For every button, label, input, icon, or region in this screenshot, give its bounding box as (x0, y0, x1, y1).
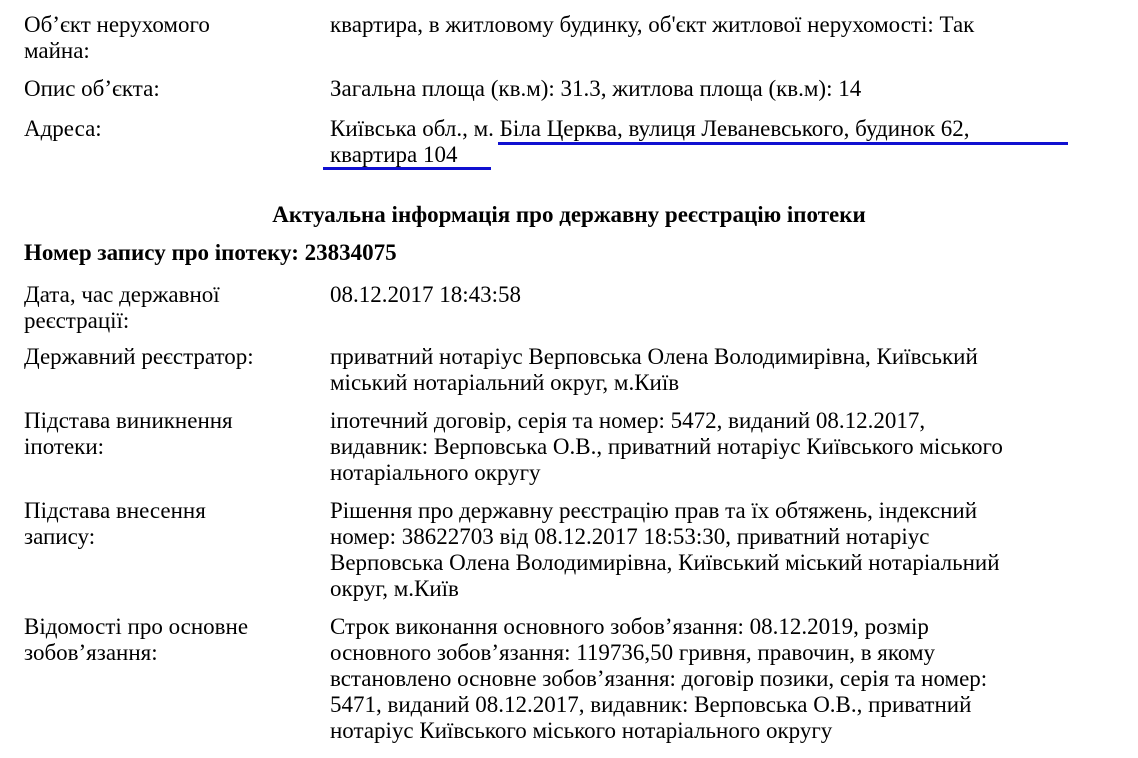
value-object-type (330, 12, 1120, 38)
label-basis-entry (24, 498, 309, 550)
label-registration-datetime (24, 282, 309, 334)
value-line: номер: 38622703 від 08.12.2017 18:53:30, приватний нотаріус (330, 524, 930, 549)
label-registrar (24, 344, 309, 370)
label-basis-origin (24, 408, 309, 460)
value-registrar (330, 344, 1120, 396)
value-line: Київська обл., м. Біла Церква, вулиця Леваневського, будинок 62, (330, 116, 970, 141)
value-line: Рішення про державну реєстрацію прав та їх обтяжень, індексний (330, 498, 978, 523)
value-line: іпотечний договір, серія та номер: 5472, виданий 08.12.2017, (330, 408, 926, 433)
value-line: основного зобов’язання: 119736,50 гривня, правочин, в якому (330, 640, 936, 665)
value-line: 08.12.2017 18:43:58 (330, 282, 522, 307)
label-line: Адреса: (24, 116, 102, 141)
label-line: Відомості про основне (24, 614, 249, 639)
value-line: нотаріального округу (330, 460, 541, 485)
value-basis-entry (330, 498, 1120, 602)
label-main-obligation (24, 614, 309, 666)
label-line: майна: (24, 38, 90, 63)
label-line: реєстрації: (24, 308, 130, 333)
label-line: Підстава виникнення (24, 408, 233, 433)
value-main-obligation (330, 614, 1120, 744)
label-line: Опис об’єкта: (24, 76, 160, 101)
label-line: запису: (24, 524, 96, 549)
record-number: Номер запису про іпотеку: 23834075 (24, 240, 397, 265)
label-line: Підстава внесення (24, 498, 206, 523)
value-line: видавник: Верповська О.В., приватний нотаріус Київського міського (330, 434, 1003, 459)
value-line: Верповська Олена Володимирівна, Київський міський нотаріальний (330, 550, 1000, 575)
value-line: приватний нотаріус Верповська Олена Володимирівна, Київський (330, 344, 978, 369)
value-line: міський нотаріальний округ, м.Київ (330, 370, 680, 395)
value-line: округ, м.Київ (330, 576, 459, 601)
label-object-description (24, 76, 309, 102)
label-line: Державний реєстратор: (24, 344, 254, 369)
label-address (24, 116, 309, 142)
value-object-description (330, 76, 1120, 102)
address-underline-1 (498, 142, 1068, 145)
value-basis-origin (330, 408, 1120, 486)
value-registration-datetime (330, 282, 1120, 308)
value-line: квартира 104 (330, 142, 458, 167)
value-line: 5471, виданий 08.12.2017, видавник: Верповська О.В., приватний (330, 692, 972, 717)
value-line: Загальна площа (кв.м): 31.3, житлова площа (кв.м): 14 (330, 76, 862, 101)
label-object-type (24, 12, 309, 64)
value-line: нотаріус Київського міського нотаріального округу (330, 718, 833, 743)
label-line: Дата, час державної (24, 282, 220, 307)
value-line: квартира, в житловому будинку, об'єкт житлової нерухомості: Так (330, 12, 975, 37)
value-line: Строк виконання основного зобов’язання: 08.12.2019, розмір (330, 614, 929, 639)
address-underline-2 (323, 167, 491, 170)
value-line: встановлено основне зобов’язання: договір позики, серія та номер: (330, 666, 988, 691)
label-line: Об’єкт нерухомого (24, 12, 210, 37)
label-line: зобов’язання: (24, 640, 158, 665)
section-title: Актуальна інформація про державну реєстрацію іпотеки (272, 202, 866, 227)
label-line: іпотеки: (24, 434, 105, 459)
